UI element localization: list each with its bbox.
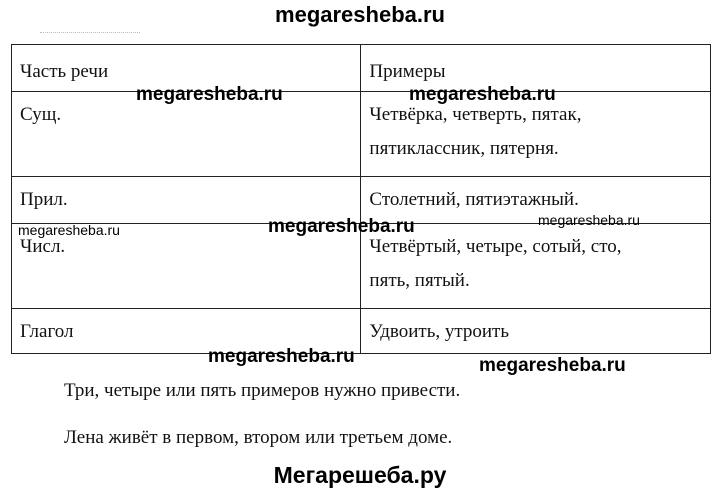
table-row (12, 92, 711, 177)
part-of-speech-cell: Сущ. (12, 92, 361, 177)
watermark: megaresheba.ru (538, 212, 640, 228)
examples-line: Четвёрка, четверть, пятак, (369, 104, 582, 125)
column-header-examples: Примеры (361, 45, 711, 92)
part-of-speech-cell: Глагол (12, 309, 361, 354)
watermark: megaresheba.ru (479, 355, 626, 376)
examples-line: пятиклассник, пятерня. (369, 138, 559, 159)
watermark: megaresheba.ru (268, 216, 415, 237)
watermark: megaresheba.ru (136, 84, 283, 105)
sentence-1: Три, четыре или пять примеров нужно привести. (64, 380, 461, 401)
sentence-2: Лена живёт в первом, втором или третьем доме. (64, 427, 453, 448)
examples-cell (361, 309, 711, 354)
watermark: megaresheba.ru (18, 222, 120, 238)
scan-artifact (40, 32, 140, 37)
watermark: megaresheba.ru (208, 346, 355, 367)
examples-line: Удвоить, утроить (369, 321, 510, 342)
column-header-part-of-speech: Часть речи (12, 45, 361, 92)
part-of-speech-cell: Числ. (12, 224, 361, 309)
table-header-row (12, 45, 711, 92)
table-row (12, 309, 711, 354)
parts-of-speech-table (11, 44, 711, 354)
examples-line: Четвёртый, четыре, сотый, сто, (369, 236, 622, 257)
part-of-speech-cell: Прил. (12, 177, 361, 224)
site-header-watermark: megaresheba.ru (275, 2, 445, 27)
watermark: megaresheba.ru (409, 84, 556, 105)
examples-line: пять, пятый. (369, 270, 470, 291)
examples-line: Столетний, пятиэтажный. (369, 189, 579, 210)
site-footer-watermark: Мегарешеба.ру (273, 462, 447, 488)
